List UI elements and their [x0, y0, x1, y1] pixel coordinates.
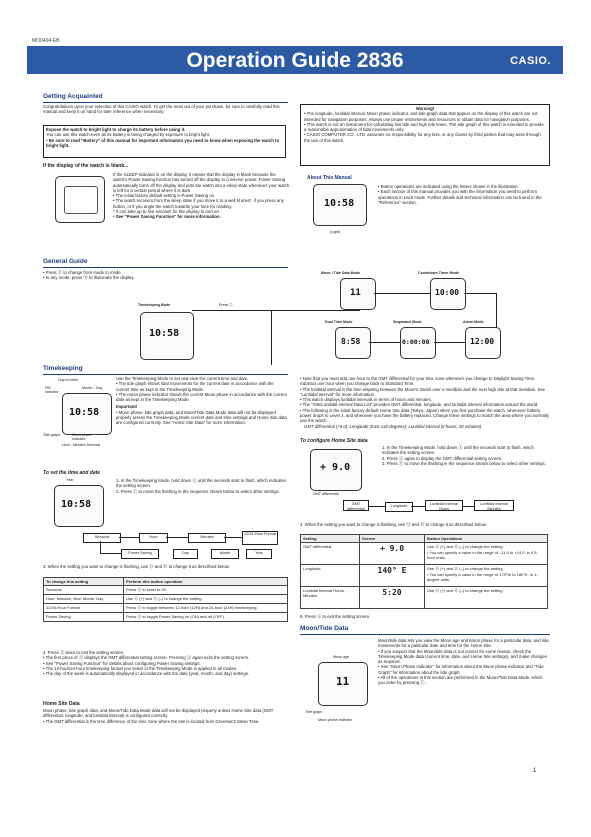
flow-lunitidal-minutes: Lunitidal Interval Minutes [474, 500, 514, 511]
warning-bullet-1: • The longitude, lunitidal interval, Moon phase indicator, and tide graph data that appear on the display of this watch are not intended for navigation purposes. Always use proper instruments and resources to obtain data for navigation purposes. [304, 111, 538, 122]
lcd-set-time: 10:58 [61, 499, 92, 510]
mode-label-dual: Dual Time Mode [325, 320, 353, 324]
watch-countdown [430, 278, 466, 310]
intro-text: Congratulations upon your selection of this CASIO watch. To get the most out of your purchase, be sure to carefully read this manual and keep it on hand for later reference when necessary. [43, 104, 280, 115]
charge-notice-text: You can use this watch even as its battery is being charged by exposure to bright light. [46, 132, 211, 138]
note-5-detail: GMT differential (+9.0); Longitude (East 140 degrees); Lunitidal interval (5 hours, 20 minutes) [304, 423, 482, 429]
table-header: Screen [360, 535, 425, 543]
configure-step-5: 5. Press Ⓐ to exit the setting screen. [300, 614, 371, 619]
flow-year: Year [246, 549, 272, 559]
table-cell: Use Ⓓ (+) and Ⓑ (–) to change the setting. [425, 587, 548, 609]
general-bullet-2: • In any mode, press Ⓑ to illuminate the display. [43, 275, 135, 281]
after-bullet-2: • See "Power Saving Function" for details about configuring Power Saving settings. [43, 660, 201, 666]
watch-dual [335, 327, 371, 359]
watch-illustration-sleep [55, 176, 105, 223]
table-row [301, 565, 548, 587]
set-time-steps [116, 478, 288, 494]
lcd-moon-tide-detail: 11 [336, 675, 350, 688]
flow-arrow [411, 506, 425, 507]
table-header: To change this setting [44, 578, 124, 586]
label-hour-minutes-seconds: Hour : Minutes Seconds [62, 443, 101, 447]
general-bullet-1: • Press Ⓒ to change from mode to mode. [43, 270, 122, 275]
after-bullet-1: • The first press of Ⓐ displays the GMT differential setting screen. Pressing Ⓐ again exits the setting screen. [43, 655, 250, 661]
table-cell: Press Ⓓ to reset to 00. [124, 586, 288, 595]
watch-alarm [465, 327, 501, 359]
blank-display-text [113, 172, 290, 220]
label-tide-graph-moon: Tide graph [305, 710, 323, 714]
table-header: Perform this button operation [124, 578, 288, 586]
configure-step-4: 4. When the setting you want to change is flashing, use Ⓓ and Ⓑ to change it as described below. [300, 522, 487, 527]
flow-arrow [224, 537, 242, 538]
mode-label-timekeeping: Timekeeping Mode [138, 303, 171, 307]
table-cell: Longitude [301, 565, 360, 587]
table-row [44, 586, 288, 595]
general-guide-text [43, 270, 288, 281]
lcd-stopwatch: 0:00:00 [402, 338, 430, 346]
table-cell: Press Ⓓ to toggle Power Saving on (ON) and off (OFF). [124, 613, 288, 622]
configure-step-3: 3. Press Ⓒ to move the flashing in the sequence shown below to select other settings. [382, 460, 546, 466]
mode-label-countdown: Countdown Timer Mode [418, 271, 459, 275]
flow-arrow [369, 506, 385, 507]
about-manual-heading: About This Manual [307, 175, 352, 181]
mode-label-alarm: Alarm Mode [463, 320, 484, 324]
label-moon-phase-moon: Moon phase indicator [318, 718, 353, 722]
table-cell: 12/24-Hour Format [44, 604, 124, 613]
configure-step-1: 1. In the Timekeeping Mode, hold down Ⓐ until the seconds start to flash, which indicates the setting screen. [382, 445, 534, 456]
section-heading-moon-tide: Moon/Tide Data [300, 625, 349, 632]
table-cell-lcd: 140° E [360, 565, 425, 587]
flow-gmt-differential: GMT differential [343, 500, 369, 511]
label-year: Year [66, 478, 74, 482]
table-row [301, 543, 548, 565]
note-4: • The "Site/Lunitidal Interval Data List" provides GMT differential, longitude, and lunitidal interval information around the world. [300, 402, 539, 408]
table-cell: Use Ⓓ (+) and Ⓑ (–) to change the setting. • You can specify a value in the range of –11.0 to +14.0, in 0.5-hour units. [425, 543, 548, 565]
moon-tide-paragraph: Moon/tide data lets you view the Moon age and Moon phase for a particular date, and tide movements for a particular date and time for the Home Site. [378, 638, 549, 649]
configure-step-2: 2. Press Ⓐ again to display the GMT differential setting screen. [382, 455, 503, 461]
note-5: • The following is the initial factory default Home Site data (Tokyo, Japan) when you first purchase the watch, whenever battery power drops to Level 4, and whenever you have the battery replaced. Change these settings to match the area where you normally use the watch. [300, 407, 549, 424]
important-title: Important! [116, 404, 138, 410]
light-label: (Light) [330, 230, 341, 234]
flow-arrow [463, 506, 474, 507]
note-3: • This watch displays lunitidal intervals in terms of hours and minutes. [300, 397, 432, 403]
section-rule [43, 267, 288, 268]
after-bullet-3: • The 12-hour/24-hour timekeeping format you select in the Timekeeping Mode is applied in all modes. [43, 665, 238, 671]
set-step-2: 2. Press Ⓒ to move the flashing in the sequence shown below to select other settings. [116, 488, 280, 494]
label-month-day: Month – Day [82, 386, 103, 390]
flow-arrow [100, 541, 101, 553]
lcd-timekeeping: 10:58 [149, 328, 180, 339]
watch-lcd-about: 10:58 [324, 198, 355, 209]
mode-arrow [369, 342, 400, 343]
note-1: • Note that you must add one hour to the GMT differential for your time zone whenever you change to Daylight Saving Time. Subtract one hour when you change back to Standard Time. [300, 376, 536, 387]
blank-display-bullet-3: • See "Power Saving Function" for more information. [113, 214, 221, 220]
press-c-label: Press Ⓒ. [219, 303, 234, 307]
about-manual-text [378, 184, 550, 205]
configure-home-heading: To configure Home Site data [300, 438, 368, 444]
brand-logo: CASIO. [510, 55, 551, 67]
table-cell: Use Ⓓ (+) and Ⓑ (–) to change the setting. [124, 595, 288, 604]
mode-arrow [434, 342, 465, 343]
label-tide-graph: Tide graph [43, 433, 61, 437]
timekeeping-bullet-1: • The tide graph shows tidal movements for the current date in accordance with the current time as kept in the Timekeeping Mode. [116, 381, 274, 392]
blank-display-note: * It can take up to five seconds for the display to turn on. [113, 209, 221, 215]
flow-month: Month [211, 549, 239, 559]
section-rule [43, 374, 288, 375]
warning-bullet-3: • CASIO COMPUTER CO., LTD. assumes no responsibility for any loss, or any claims by third parties that may arise through the use of this watch. [304, 132, 541, 143]
section-heading-getting-acquainted: Getting Acquainted [43, 93, 103, 100]
flow-day: Day [173, 549, 198, 559]
table-cell: Lunitidal Interval Hours, Minutes [301, 587, 360, 609]
flow-arrow [166, 537, 188, 538]
flow-seconds: Seconds [83, 533, 121, 543]
after-bullet-4: • The day of the week is automatically displayed in accordance with the date (year, month, and day) settings. [43, 671, 250, 677]
home-site-text [43, 708, 288, 724]
header-bar [27, 46, 563, 74]
section-rule [300, 634, 550, 635]
blank-display-paragraph: If the SLEEP indicator is on the display, it means that the display is blank because the watch's Power Saving function has turned off the display to conserve power. Power Saving automatically turns off the display and puts the watch into a sleep state whenever your watch is left for a certain period where it is dark. [113, 172, 290, 193]
timekeeping-intro [116, 376, 288, 426]
page-title: Operation Guide 2836 [186, 49, 404, 72]
flow-lunitidal-hours: Lunitidal Interval Hours [425, 500, 463, 511]
flow-12-24: 12/24-Hour Format [242, 531, 278, 545]
watch-timekeeping-detail [62, 393, 112, 435]
section-heading-general-guide: General Guide [43, 258, 88, 265]
table-cell: Press Ⓓ to toggle between 12-hour (12H) and 24-hour (24H) timekeeping. [124, 604, 288, 613]
table-header: Button Operations [425, 535, 548, 543]
watch-timekeeping [140, 312, 194, 360]
section-heading-timekeeping: Timekeeping [43, 365, 83, 372]
watch-illustration-buttons [313, 184, 367, 226]
flow-minutes: Minutes [188, 533, 226, 543]
table-cell-lcd: 5:20 [360, 587, 425, 609]
lcd-dual: 8:58 [341, 337, 361, 346]
flow-arrow [100, 553, 121, 554]
lcd-timekeeping-detail: 10:58 [69, 407, 100, 418]
home-site-settings-table [300, 534, 548, 609]
mode-arrow [464, 293, 496, 294]
lcd-gmt: + 9.0 [320, 462, 351, 473]
blank-display-heading: If the display of the watch is blank... [43, 163, 129, 169]
set-step-1: 1. In the Timekeeping Mode, hold down Ⓐ until the seconds start to flash, which indicates the setting screen. [116, 478, 287, 489]
charge-notice-bullet: • Be sure to read "Battery" of this manual for important information you need to know when exposing the watch to bright light. [46, 137, 280, 148]
set-time-after [43, 650, 288, 676]
set-step-4: 4. Press Ⓐ twice to exit the setting screen. [43, 650, 125, 655]
table-cell: Power Saving [44, 613, 124, 622]
mode-arrow [374, 293, 430, 294]
home-site-paragraph: Moon phase, tide graph data, and Moon/Tide Data Mode data will not be displayed properly unless Home Site data (GMT differential, longitude, and lunitidal interval) is configured correctly. [43, 708, 274, 719]
watch-set-time [54, 485, 104, 527]
table-cell: Seconds [44, 586, 124, 595]
moon-tide-bullet-3: • All of the operations in this section are performed in the Moon/Tide Data Mode, which you enter by pressing Ⓒ. [378, 675, 543, 686]
label-moon-age: Moon age [333, 655, 349, 659]
home-site-bullet: • The GMT differential is the time difference of the time zone where the site is located from Greenwich Mean Time. [43, 718, 260, 724]
warning-title: Warning! [415, 106, 435, 111]
lcd-countdown: 10:00 [435, 288, 460, 297]
label-gmt-differential: GMT differential [313, 492, 339, 496]
charge-notice-box [43, 125, 286, 158]
watch-moon-tide-detail [318, 662, 368, 706]
warning-bullet-2: • This watch is not an instrument for calculating low tide and high tide times. The tide graph of this watch is intended to provide a reasonable approximation of tidal movements only. [304, 121, 544, 133]
lcd-moon-tide: 11 [350, 288, 361, 298]
about-bullet-1: • Button operations are indicated using the letters shown in the illustration. [378, 184, 519, 189]
mode-label-moon-tide: Moon / Tide Data Mode [321, 271, 361, 275]
home-site-notes [300, 376, 550, 429]
home-site-heading: Home Site Data [43, 701, 80, 707]
watch-gmt [310, 449, 362, 491]
table-row [44, 613, 288, 622]
mode-label-stopwatch: Stopwatch Mode [393, 320, 422, 324]
timekeeping-settings-table [43, 577, 288, 622]
watch-moon-tide [340, 278, 376, 310]
table-row [44, 604, 288, 613]
about-bullet-2: • Each section of this manual provides you with the information you need to perform operations in each mode. Further details and technical information can be found in the "Reference" section. [378, 189, 542, 205]
note-2: • The lunitidal interval is the time elapsing between the Moon's transit over a meridian and the next high tide at that meridian. See "Lunitidal Interval" for more information. [300, 386, 546, 397]
lcd-alarm: 12:00 [470, 337, 495, 346]
document-code: MO0404-EB [32, 38, 60, 44]
label-moon-phase: Moon phase indicator [72, 433, 92, 442]
flow-hour: Hour [139, 533, 168, 543]
blank-display-bullet-1: • The initial factory default setting is Power Saving on. [113, 193, 216, 199]
flow-power-saving: Power Saving [121, 549, 159, 559]
timekeeping-intro-text: Use the Timekeeping Mode to set and view the current time and date. [116, 376, 249, 381]
moon-tide-text [378, 638, 550, 686]
moon-tide-bullet-2: • See "Moon Phase Indicator" for information about the Moon phase indicator and "Tide Graph" for information about the tide graph. [378, 664, 544, 675]
table-header: Setting [301, 535, 360, 543]
set-step-3: 3. When the setting you want to change is flashing, use Ⓓ and Ⓑ to change it as described below. [43, 564, 230, 569]
page-number: 1 [533, 768, 537, 774]
label-pm-indicator: PM indicator [45, 386, 59, 395]
watch-display-blank [64, 186, 98, 214]
flow-arrow [119, 537, 139, 538]
table-cell-lcd: + 9.0 [360, 543, 425, 565]
table-cell: GMT differential [301, 543, 360, 565]
watch-stopwatch [400, 327, 436, 359]
table-row [301, 587, 548, 609]
mode-arrow [271, 310, 272, 365]
section-rule [43, 102, 288, 103]
configure-steps [382, 445, 550, 466]
flow-longitude: Longitude [385, 502, 413, 512]
table-cell: Hour, Minutes, Year, Month, Day [44, 595, 124, 604]
charge-notice-title: Expose the watch to bright light to charge its battery before using it. [46, 127, 186, 132]
moon-tide-bullet-1: • If you suspect that the Moon/tide data is not correct for some reason, check the Timekeeping Mode data (current time, date, and Home Site settings), and make changes as required. [378, 648, 547, 665]
warning-box [300, 104, 550, 166]
important-text: • Moon phase, tide graph data, and Moon/Tide Data Mode data will not be displayed properly unless the Timekeeping Mode current date and time settings and Home Site data are configured correctly. See "Home Site Data" for more information. [116, 409, 287, 426]
label-day-of-week: Day of week [58, 378, 78, 382]
set-time-heading: To set the time and date [43, 470, 101, 476]
blank-display-bullet-2: • The watch recovers from the sleep state if you move it to a well lit area*, if you press any button, or if you angle the watch towards your face for reading. [113, 198, 284, 209]
table-row [44, 595, 288, 604]
timekeeping-bullet-2: • The moon phase indicator shows the current Moon phase in accordance with the current date as kept in the Timekeeping Mode. [116, 391, 287, 403]
mode-arrow [192, 310, 360, 311]
table-cell: Use Ⓓ (+) and Ⓑ (–) to change the setting. • You can specify a value in the range of 179°W to 180°E, in 1-degree units. [425, 565, 548, 587]
